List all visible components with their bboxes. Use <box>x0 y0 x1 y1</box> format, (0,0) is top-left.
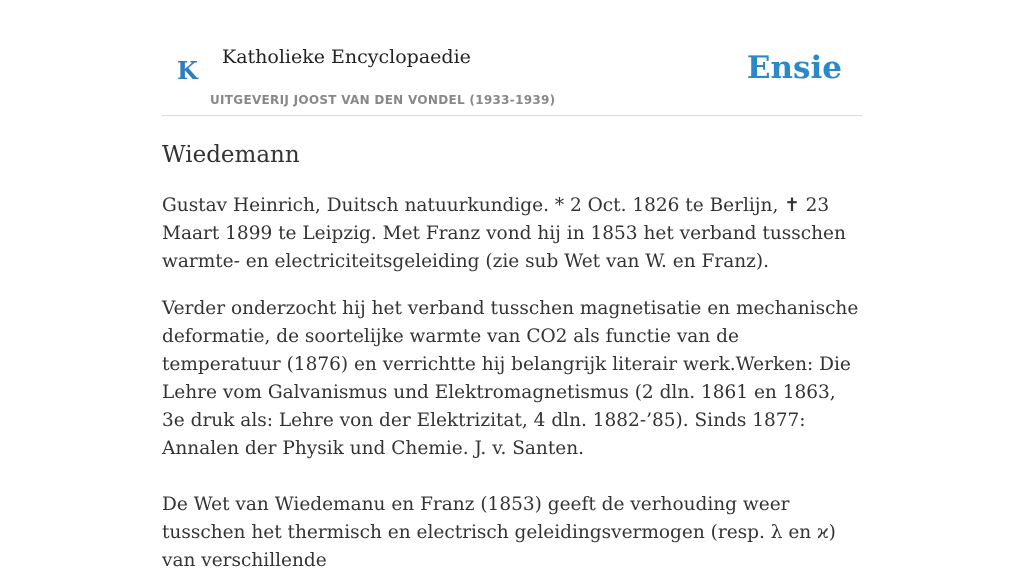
encyclopedia-logo-icon[interactable]: K <box>177 56 198 85</box>
encyclopedia-title[interactable]: Katholieke Encyclopaedie <box>222 46 471 68</box>
entry-paragraph-3: De Wet van Wiedemanu en Franz (1853) geeft de verhouding weer tusschen het thermisch en electrisch geleidingsvermogen (resp. λ en ϰ) van verschillende <box>162 494 836 571</box>
ensie-brand-logo[interactable]: Ensie <box>746 50 842 86</box>
publisher-label: UITGEVERIJ JOOST VAN DEN VONDEL (1933-1939) <box>210 93 556 107</box>
entry-paragraph-1: Gustav Heinrich, Duitsch natuurkundige. * 2 Oct. 1826 te Berlijn, ✝ 23 Maart 1899 te Leipzig. Met Franz vond hij in 1853 het verband tusschen warmte- en electriciteitsgeleiding (zie sub Wet van W. en Franz). <box>162 195 846 272</box>
page <box>162 0 862 575</box>
entry-paragraph-2: Verder onderzocht hij het verband tusschen magnetisatie en mechanische deformatie, de soortelijke warmte van CO2 als functie van de temperatuur (1876) en verrichtte hij belangrijk literair werk.Werken: Die Lehre vom Galvanismus und Elektromagnetismus (2 dln. 1861 en 1863, 3e druk als: Lehre von der Elektrizitat, 4 dln. 1882-’85). Sinds 1877: Annalen der Physik und Chemie. J. v. Santen. <box>162 298 859 459</box>
entry-title: Wiedemann <box>162 142 300 168</box>
site-header <box>162 44 862 116</box>
